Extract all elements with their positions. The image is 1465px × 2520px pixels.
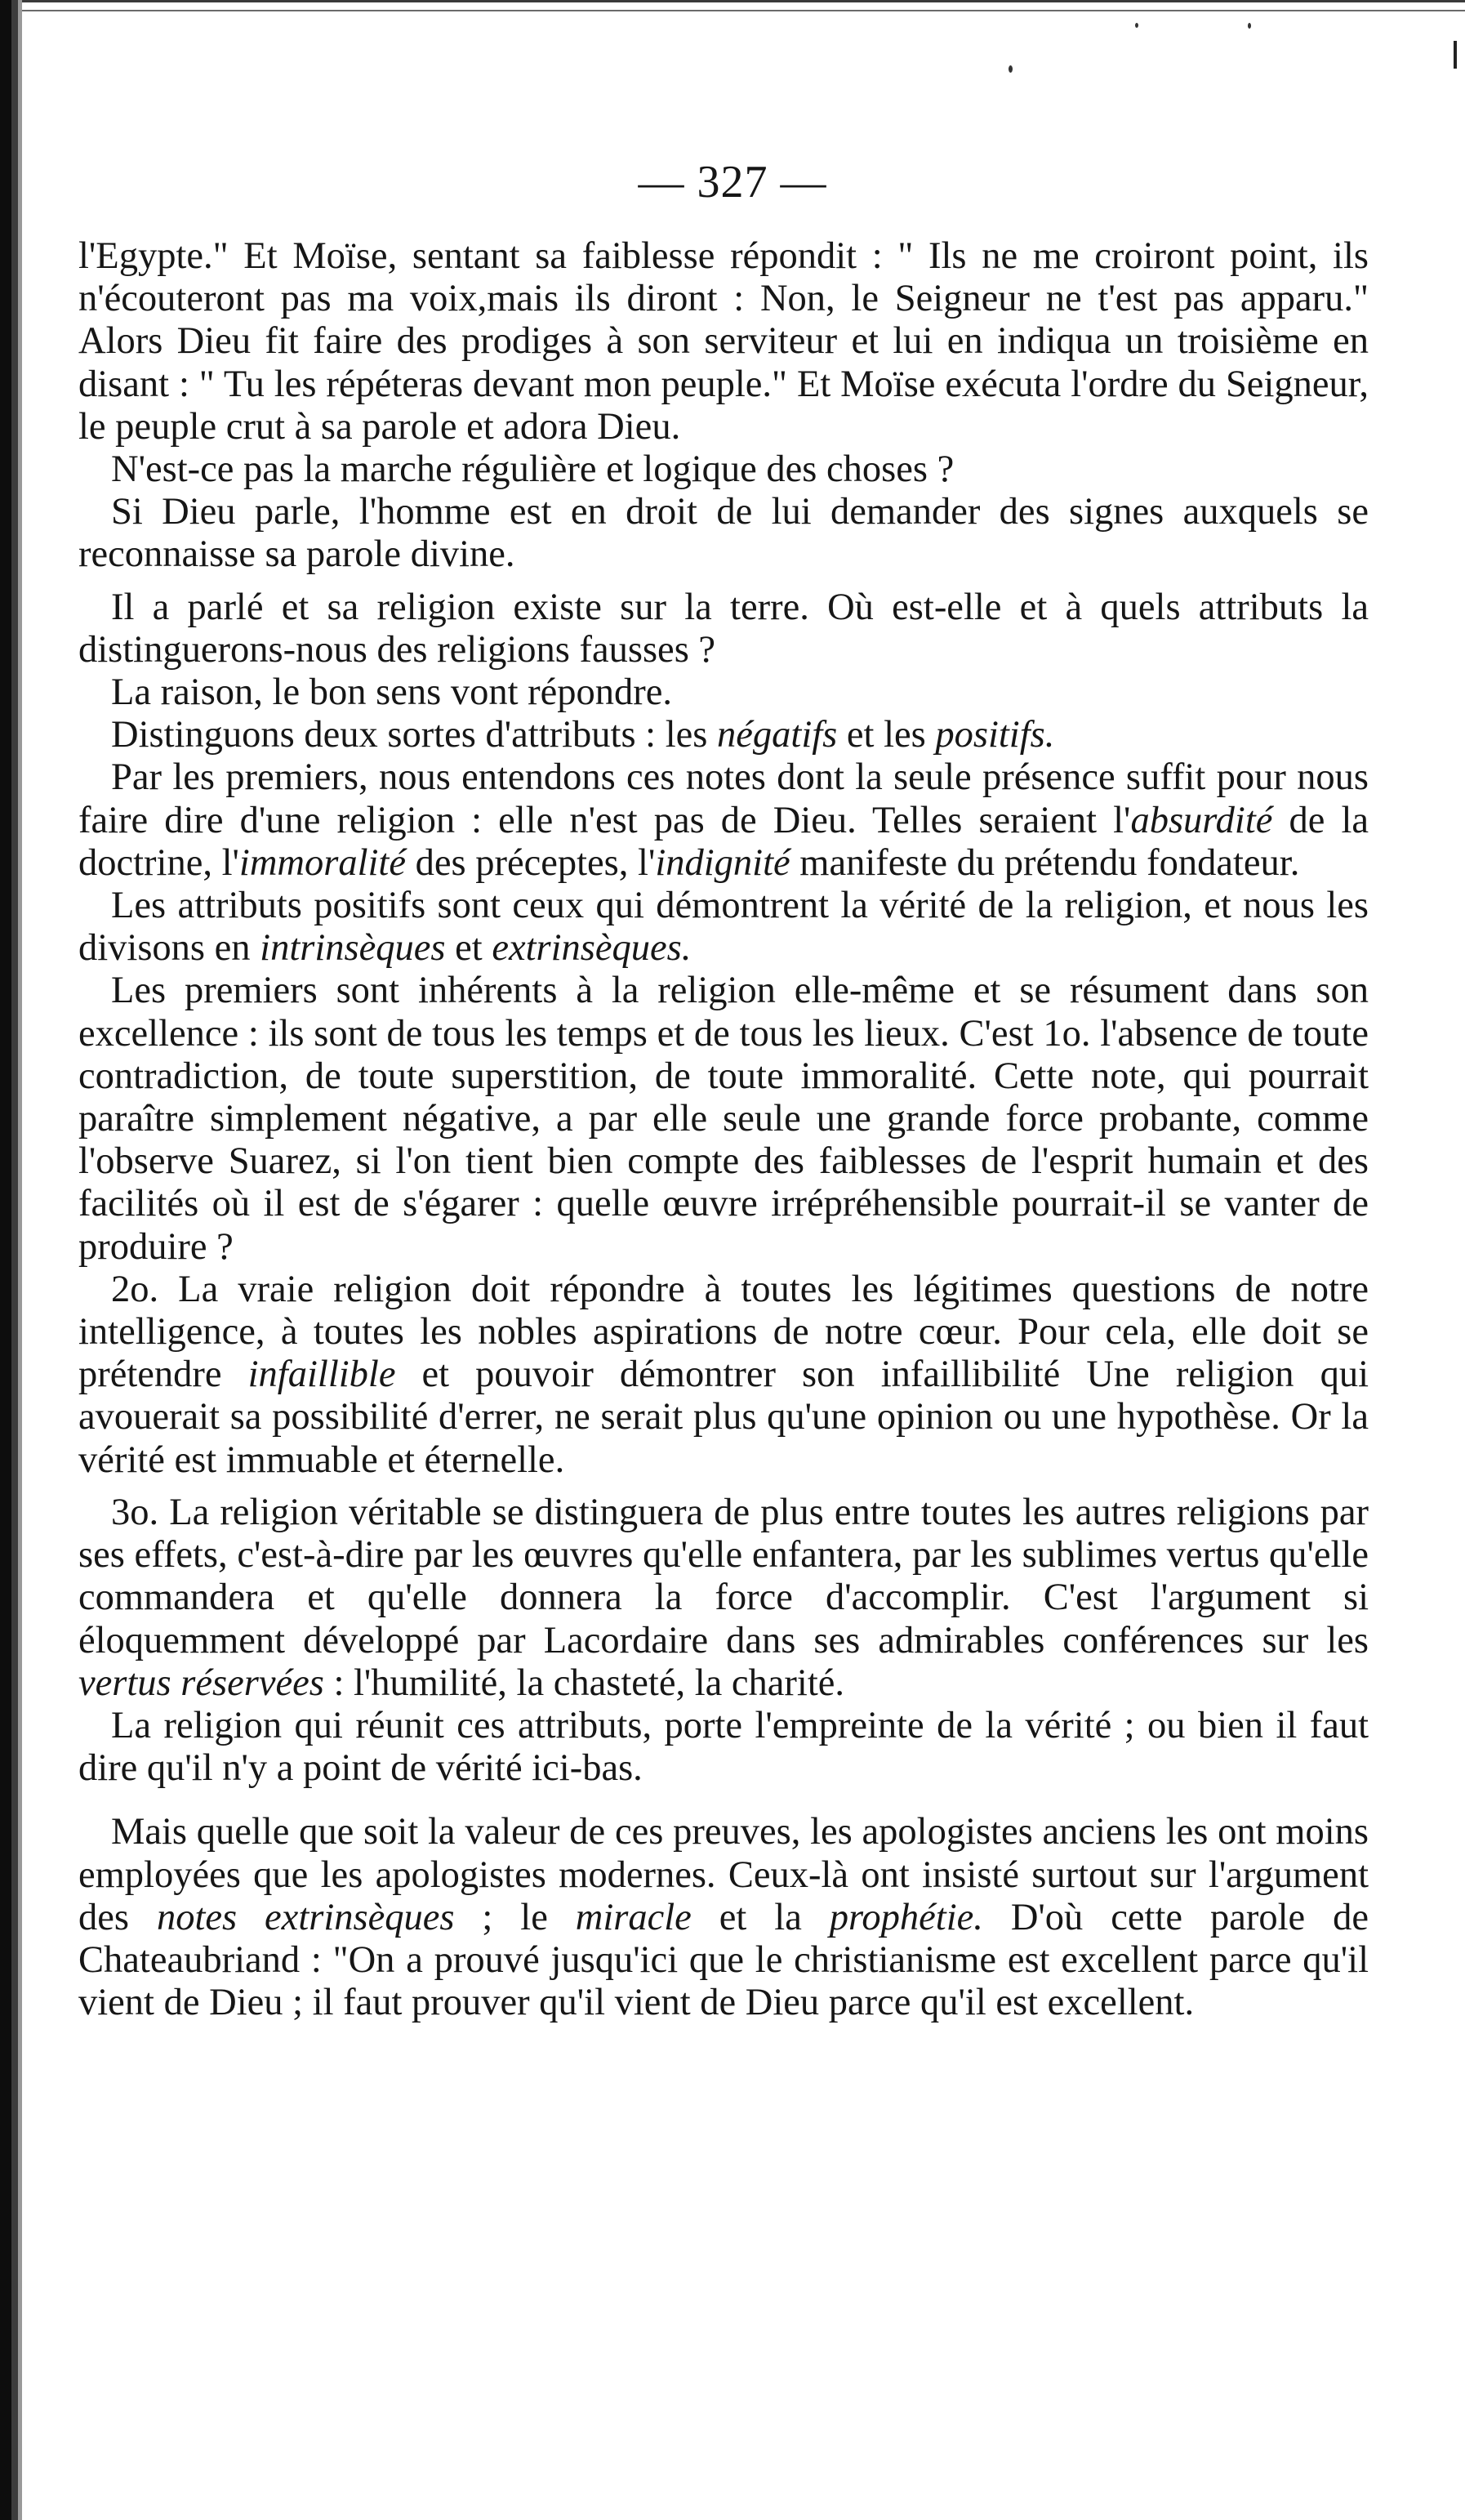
scan-top-rule bbox=[0, 0, 1465, 18]
italic-run: infaillible bbox=[247, 1354, 396, 1396]
paragraph bbox=[78, 491, 1369, 576]
text-run: ; le bbox=[454, 1896, 576, 1938]
paragraph bbox=[78, 1705, 1369, 1790]
text-run: : l'humilité, la chasteté, la charité. bbox=[323, 1661, 845, 1704]
text-run: D'où cette parole de Chateaubriand : "On a prouvé jusqu'ici que le christianisme est excellent parce qu'il vient de Dieu ; il faut prouver qu'il vient de Dieu parce qu'il est excellent. bbox=[78, 1896, 1369, 2024]
text-run: Les attributs positifs sont ceux qui démontrent la vérité de la religion, et nous les divisons en bbox=[78, 885, 1369, 970]
paragraph bbox=[78, 235, 1369, 448]
italic-run: vertus réservées bbox=[78, 1661, 324, 1704]
scan-mark bbox=[1454, 41, 1457, 69]
italic-run: indignité bbox=[655, 841, 790, 884]
italic-run: miracle bbox=[575, 1896, 692, 1938]
italic-run: positifs. bbox=[935, 714, 1055, 756]
text-run: l'Egypte." Et Moïse, sentant sa faiblesse répondit : " Ils ne me croiront point, ils n'écouteront pas ma voix,mais ils diront : Non, le Seigneur ne t'est pas apparu." Alors Dieu fit faire des prodiges à son serviteur et lui en indiqua un troisième en disant : " Tu les répéteras devant mon peuple." Et Moïse exécuta l'ordre du Seigneur, le peuple crut à sa parole et adora Dieu. bbox=[78, 235, 1369, 448]
text-run: et bbox=[445, 927, 492, 970]
text-run: et la bbox=[691, 1896, 830, 1938]
paragraph bbox=[78, 1492, 1369, 1705]
text-run: et pouvoir démontrer son infaillibilité Une religion qui avouerait sa possibilité d'errer, ne serait plus qu'une opinion ou une hypothèse. Or la vérité est immuable et éternelle. bbox=[78, 1354, 1369, 1481]
text-run: 3o. La religion véritable se distinguera de plus entre toutes les autres religions par ses effets, c'est-à-dire par les œuvres qu'elle enfantera, par les sublimes vertus qu'elle commandera et qu'elle donnera la force d'accomplir. C'est l'argument si éloquemment développé par Lacordaire dans ses admirables conférences sur les bbox=[78, 1491, 1369, 1661]
text-run: Distinguons deux sortes d'attributs : les bbox=[111, 714, 718, 756]
italic-run: prophétie. bbox=[829, 1896, 983, 1938]
text-run: Si Dieu parle, l'homme est en droit de lui demander des signes auxquels se reconnaisse sa parole divine. bbox=[78, 491, 1369, 576]
text-run: 2o. La vraie religion doit répondre à toutes les légitimes questions de notre intelligence, à toutes les nobles aspirations de notre cœur. Pour cela, elle doit se prétendre bbox=[78, 1268, 1369, 1396]
text-run: Mais quelle que soit la valeur de ces preuves, les apologistes anciens les ont moins employées que les apologistes modernes. Ceux-là ont insisté surtout sur l'argument des bbox=[78, 1811, 1369, 1938]
page-number: — 327 — bbox=[638, 157, 827, 207]
text-run: La religion qui réunit ces attributs, porte l'empreinte de la vérité ; ou bien il faut dire qu'il n'y a point de vérité ici-bas. bbox=[78, 1704, 1369, 1790]
italic-run: immoralité bbox=[238, 841, 406, 884]
paragraph bbox=[78, 885, 1369, 970]
page-body bbox=[78, 235, 1369, 2024]
text-run: manifeste du prétendu fondateur. bbox=[790, 841, 1300, 884]
text-run: et les bbox=[837, 714, 936, 756]
scan-speck bbox=[1009, 65, 1013, 73]
paragraph bbox=[78, 1811, 1369, 2024]
text-run: La raison, le bon sens vont répondre. bbox=[111, 671, 672, 714]
italic-run: notes extrinsèques bbox=[156, 1896, 455, 1938]
text-run: des préceptes, l' bbox=[405, 841, 656, 884]
scan-speck bbox=[1248, 23, 1251, 29]
text-run: Les premiers sont inhérents à la religion elle-même et se résument dans son excellence : ils sont de tous les temps et de tous les lieux. C'est 1o. l'absence de toute contradiction, de toute superstition, de toute immoralité. Cette note, qui pourrait paraître simplement négative, a par elle seule une grande force probante, comme l'observe Suarez, si l'on tient bien compte des faiblesses de l'esprit humain et des facilités où il est de s'égarer : quelle œuvre irrépréhensible pourrait-il se vanter de produire ? bbox=[78, 970, 1369, 1268]
text-run: Par les premiers, nous entendons ces notes dont la seule présence suffit pour nous faire dire d'une religion : elle n'est pas de Dieu. Telles seraient l' bbox=[78, 756, 1369, 841]
italic-run: négatifs bbox=[717, 714, 838, 756]
text-run: Il a parlé et sa religion existe sur la terre. Où est-elle et à quels attributs la distinguerons-nous des religions fausses ? bbox=[78, 586, 1369, 671]
scan-left-edge bbox=[0, 0, 28, 2520]
text-run: N'est-ce pas la marche régulière et logique des choses ? bbox=[111, 448, 955, 491]
paragraph bbox=[78, 756, 1369, 885]
scan-speck bbox=[1135, 23, 1138, 28]
paragraph bbox=[78, 714, 1369, 756]
paragraph bbox=[78, 671, 1369, 714]
paragraph bbox=[78, 587, 1369, 671]
italic-run: extrinsèques. bbox=[492, 927, 692, 970]
text-run: de la doctrine, l' bbox=[78, 799, 1369, 884]
italic-run: intrinsèques bbox=[260, 927, 446, 970]
paragraph bbox=[78, 448, 1369, 491]
paragraph bbox=[78, 970, 1369, 1268]
italic-run: absurdité bbox=[1130, 799, 1273, 841]
paragraph bbox=[78, 1269, 1369, 1482]
